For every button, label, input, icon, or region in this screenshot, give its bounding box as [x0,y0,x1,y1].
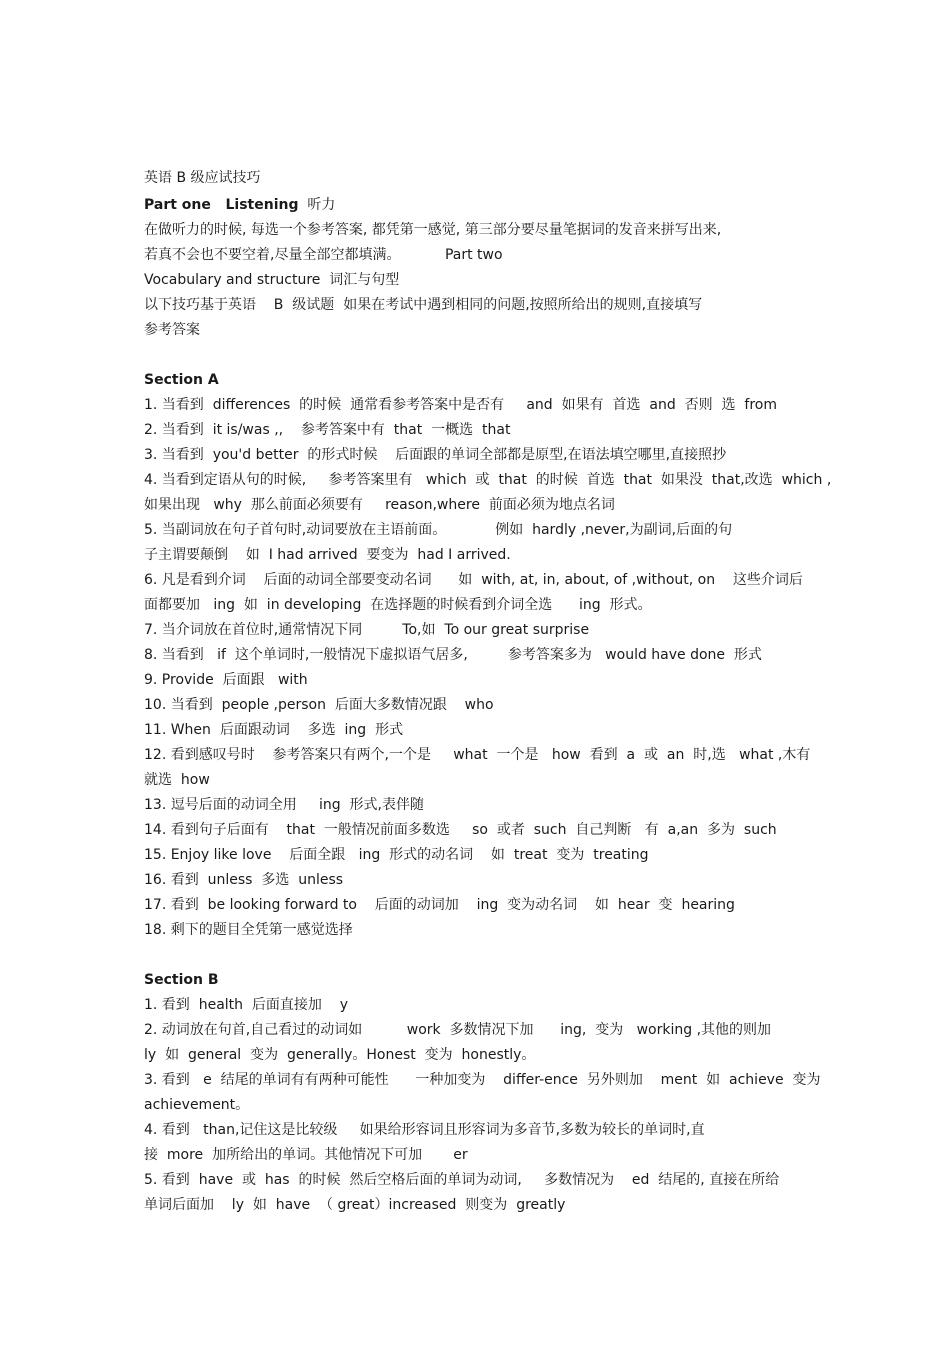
section-a-line: 3. 当看到 you'd better 的形式时候 后面跟的单词全部都是原型,在语法填空哪里,直接照抄 [144,447,727,463]
document-page [144,166,844,1218]
section-a-line: 1. 当看到 differences 的时候 通常看参考答案中是否有 and 如果有 首选 and 否则 选 from [144,397,777,413]
section-a-line: 18. 剩下的题目全凭第一感觉选择 [144,922,353,938]
part-two-line: 参考答案 [144,322,200,338]
section-a-line: 11. When 后面跟动词 多选 ing 形式 [144,722,404,738]
section-a-line: 10. 当看到 people ,person 后面大多数情况跟 who [144,697,494,713]
section-a-line: 8. 当看到 if 这个单词时,一般情况下虚拟语气居多, 参考答案多为 would have done 形式 [144,647,762,663]
section-b-line: ly 如 general 变为 generally。Honest 变为 honestly。 [144,1047,536,1063]
part-one-heading-rest: 听力 [298,197,336,213]
part-one-line: 在做听力的时候, 每选一个参考答案, 都凭第一感觉, 第三部分要尽量笔据词的发音来拼写出来, [144,222,722,238]
section-b-line: 接 more 加所给出的单词。其他情况下可加 er [144,1147,468,1163]
part-two-line: 以下技巧基于英语 B 级试题 如果在考试中遇到相同的问题,按照所给出的规则,直接填写 [144,297,703,313]
section-b-line: achievement。 [144,1097,250,1113]
section-b-heading: Section B [144,972,219,988]
section-a-line: 17. 看到 be looking forward to 后面的动词加 ing 变为动名词 如 hear 变 hearing [144,897,735,913]
section-b-line: 单词后面加 ly 如 have （ great）increased 则变为 greatly [144,1197,566,1213]
section-a-line: 如果出现 why 那么前面必须要有 reason,where 前面必须为地点名词 [144,497,615,513]
section-a-line: 16. 看到 unless 多选 unless [144,872,344,888]
section-a-heading: Section A [144,372,219,388]
section-b-line: 3. 看到 e 结尾的单词有有两种可能性 一种加变为 differ-ence 另外则加 ment 如 achieve 变为 [144,1072,821,1088]
part-one-heading [144,193,844,218]
spacer [144,943,844,968]
section-b-line: 4. 看到 than,记住这是比较级 如果给形容词且形容词为多音节,多数为较长的单词时,直 [144,1122,705,1138]
section-a-line: 14. 看到句子后面有 that 一般情况前面多数选 so 或者 such 自己判断 有 a,an 多为 such [144,822,777,838]
section-a-line: 子主谓要颠倒 如 I had arrived 要变为 had I arrived. [144,547,511,563]
spacer [144,343,844,368]
part-two-heading: Vocabulary and structure 词汇与句型 [144,272,400,288]
section-a-line: 就选 how [144,772,210,788]
section-b-line: 2. 动词放在句首,自己看过的动词如 work 多数情况下加 ing, 变为 working ,其他的则加 [144,1022,772,1038]
section-a-line: 2. 当看到 it is/was ,, 参考答案中有 that 一概选 that [144,422,511,438]
section-a-line: 6. 凡是看到介词 后面的动词全部要变动名词 如 with, at, in, about, of ,without, on 这些介词后 [144,572,803,588]
section-a-line: 9. Provide 后面跟 with [144,672,308,688]
section-b-line: 5. 看到 have 或 has 的时候 然后空格后面的单词为动词, 多数情况为 ed 结尾的, 直接在所给 [144,1172,780,1188]
part-one-line: 若真不会也不要空着,尽量全部空都填满。 Part two [144,247,503,263]
section-a-line: 4. 当看到定语从句的时候, 参考答案里有 which 或 that 的时候 首选 that 如果没 that,改选 which , [144,472,832,488]
section-a-line: 7. 当介词放在首位时,通常情况下同 To,如 To our great surprise [144,622,590,638]
section-a-line: 15. Enjoy like love 后面全跟 ing 形式的动名词 如 treat 变为 treating [144,847,649,863]
section-a-line: 5. 当副词放在句子首句时,动词要放在主语前面。 例如 hardly ,never,为副词,后面的句 [144,522,733,538]
part-one-heading-bold: Part one Listening [144,197,299,213]
section-a-line: 面都要加 ing 如 in developing 在选择题的时候看到介词全选 ing 形式。 [144,597,652,613]
section-a-line: 13. 逗号后面的动词全用 ing 形式,表伴随 [144,797,424,813]
section-a-line: 12. 看到感叹号时 参考答案只有两个,一个是 what 一个是 how 看到 a 或 an 时,选 what ,木有 [144,747,811,763]
document-title: 英语 B 级应试技巧 [144,170,261,186]
section-b-line: 1. 看到 health 后面直接加 y [144,997,349,1013]
